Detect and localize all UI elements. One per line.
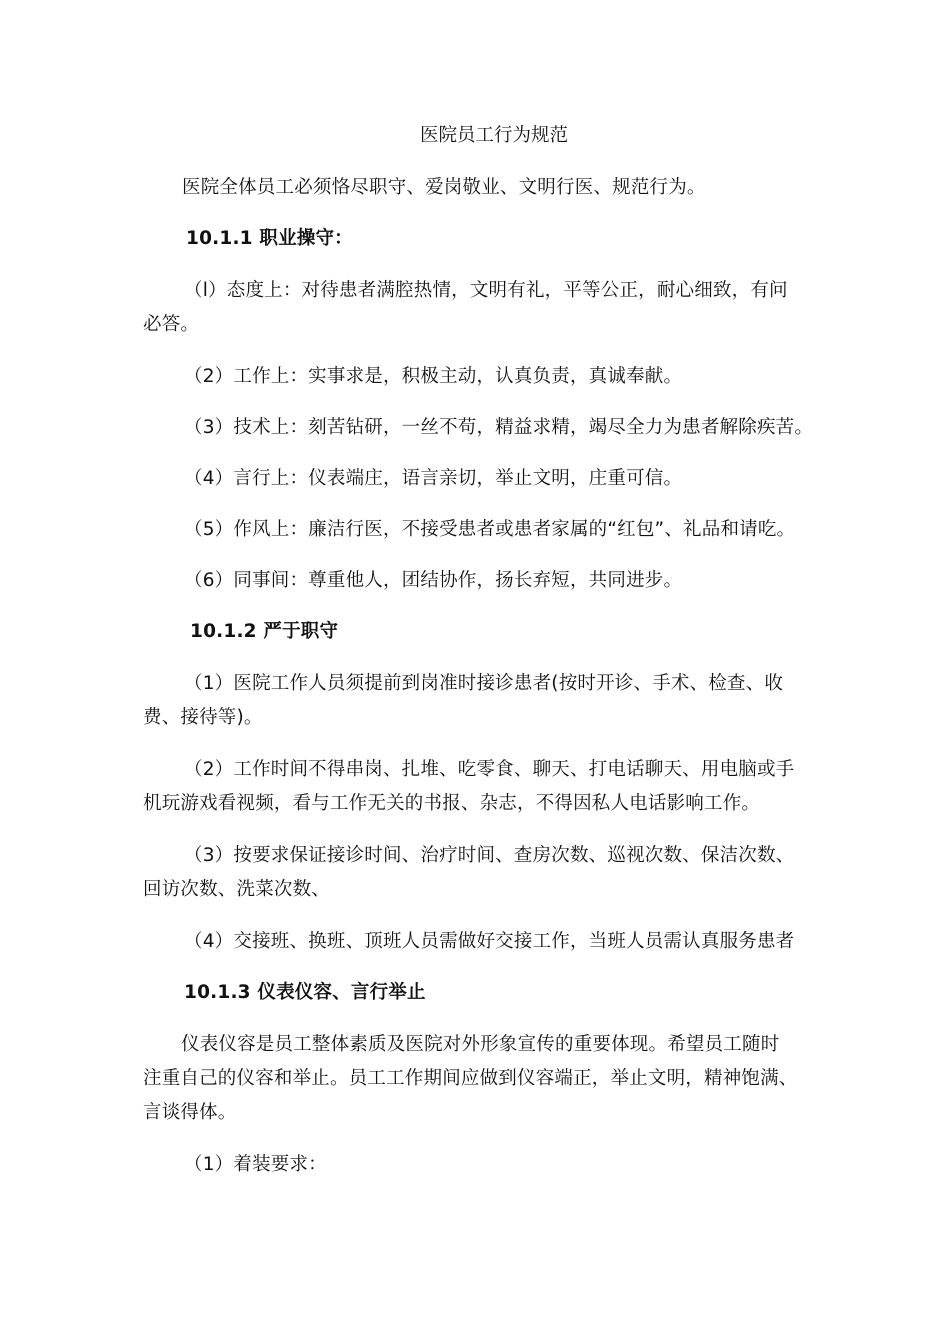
list-item-line: （2）工作上：实事求是，积极主动，认真负责，真诚奉献。: [184, 366, 683, 387]
section-heading-10-1-3: 10.1.3 仪表仪容、言行举止: [184, 982, 426, 1003]
paragraph-line: 仪表仪容是员工整体素质及医院对外形象宣传的重要体现。希望员工随时: [181, 1034, 780, 1055]
list-item-line: 费、接待等)。: [143, 707, 263, 728]
section-heading-10-1-2: 10.1.2 严于职守: [190, 621, 339, 642]
list-item-line: （2）工作时间不得串岗、扎堆、吃零食、聊天、打电话聊天、用电脑或手: [184, 759, 795, 780]
section-heading-10-1-1: 10.1.1 职业操守：: [186, 228, 353, 249]
list-item-line: （3）按要求保证接诊时间、治疗时间、查房次数、巡视次数、保洁次数、: [184, 845, 795, 866]
intro-paragraph: 医院全体员工必须恪尽职守、爱岗敬业、文明行医、规范行为。: [182, 177, 706, 198]
document-title: 医院员工行为规范: [419, 125, 568, 146]
list-item-line: （4）言行上：仪表端庄，语言亲切，举止文明，庄重可信。: [184, 468, 683, 489]
list-item-line: 机玩游戏看视频，看与工作无关的书报、杂志，不得因私人电话影响工作。: [143, 793, 761, 814]
list-item-line: （l）态度上：对待患者满腔热情，文明有礼，平等公正，耐心细致，有问: [184, 280, 788, 301]
list-item-line: （5）作风上：廉洁行医，不接受患者或患者家属的“红包”、礼品和请吃。: [184, 519, 796, 540]
list-item-line: （1）医院工作人员须提前到岗准时接诊患者(按时开诊、手术、检查、收: [184, 673, 784, 694]
list-item-line: 回访次数、洗菜次数、: [143, 879, 331, 900]
list-item-line: （1）着装要求：: [184, 1154, 327, 1175]
list-item-line: 必答。: [143, 314, 200, 335]
list-item-line: （6）同事间：尊重他人，团结协作，扬长弃短，共同进步。: [184, 570, 683, 591]
paragraph-line: 言谈得体。: [143, 1102, 237, 1123]
list-item-line: （3）技术上：刻苦钻研，一丝不苟，精益求精，竭尽全力为患者解除疾苦。: [184, 417, 814, 438]
paragraph-line: 注重自己的仪容和举止。员工工作期间应做到仪容端正，举止文明，精神饱满、: [143, 1068, 798, 1089]
list-item-line: （4）交接班、换班、顶班人员需做好交接工作，当班人员需认真服务患者: [184, 931, 795, 952]
